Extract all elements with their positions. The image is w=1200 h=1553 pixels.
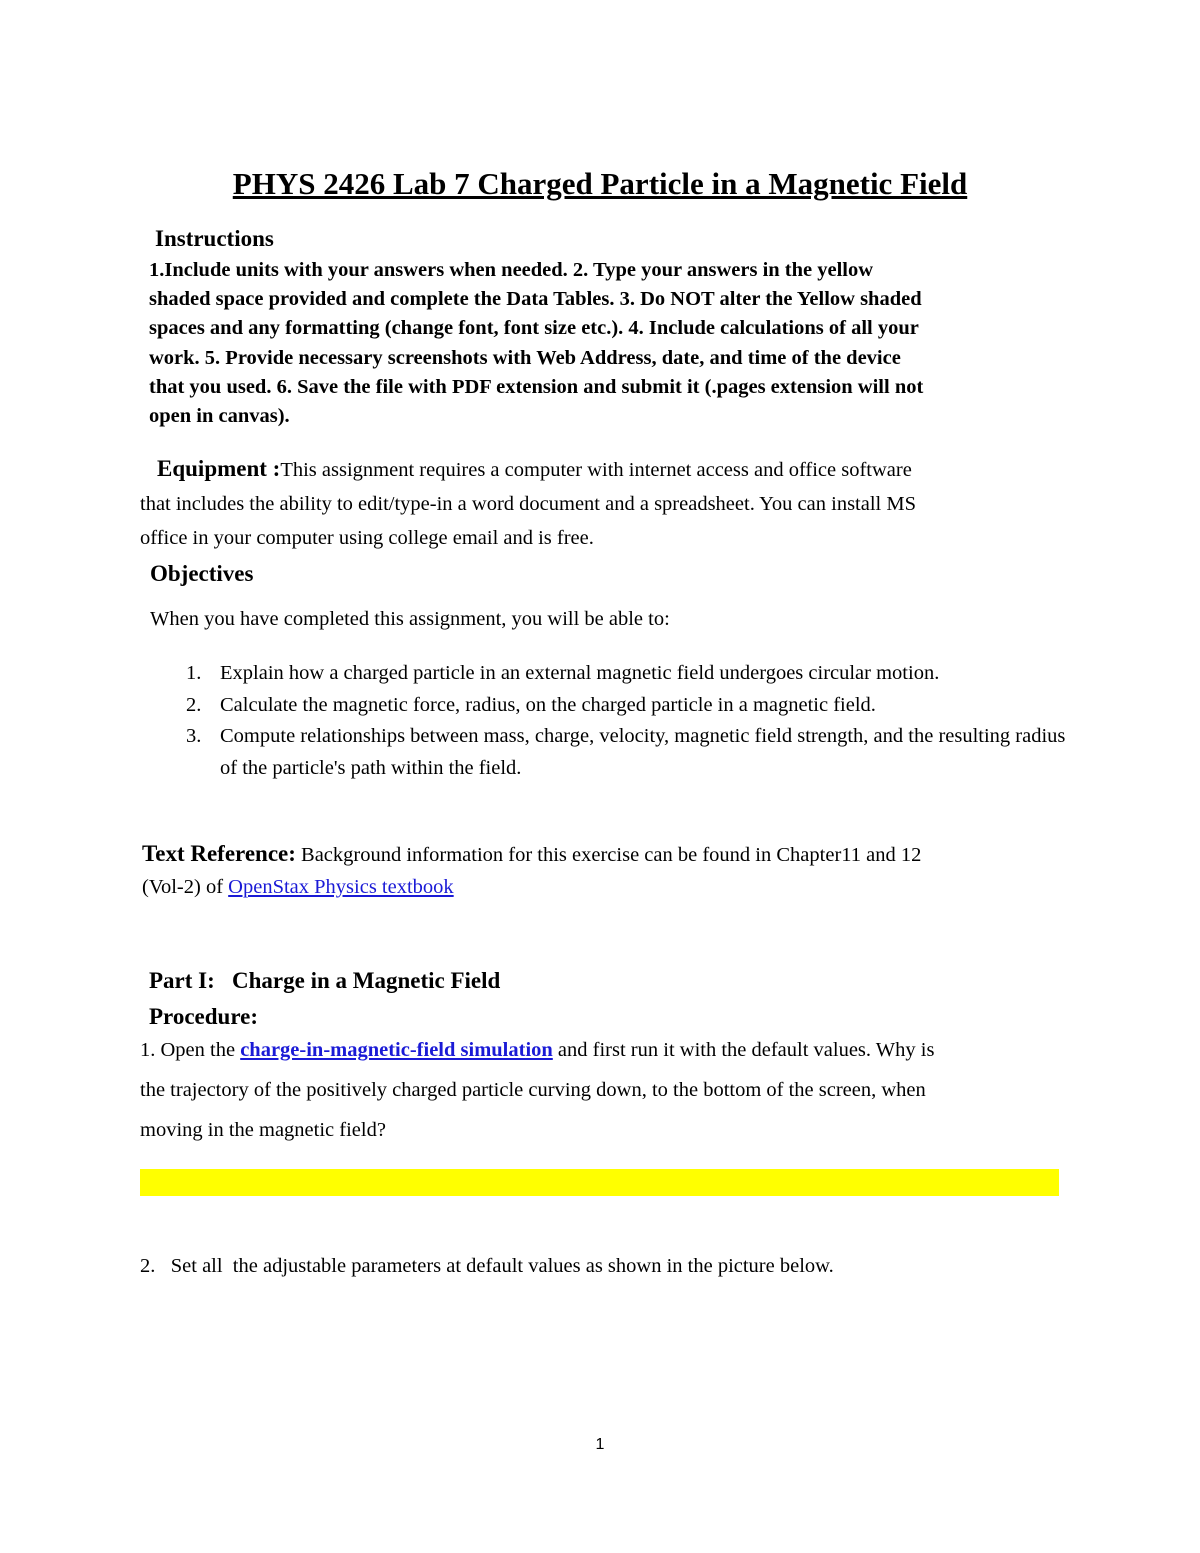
instructions-heading: Instructions [155, 226, 274, 251]
instructions-line: spaces and any formatting (change font, font size etc.). 4. Include calculations of all your [149, 317, 919, 340]
instructions-line: 1.Include units with your answers when needed. 2. Type your answers in the yellow [149, 259, 874, 281]
answer-field[interactable] [140, 1169, 1059, 1196]
step-1-line [140, 1030, 1070, 1070]
text-reference-section [142, 838, 1072, 903]
text-reference-text-2: (Vol-2) of [142, 876, 229, 898]
text-reference-heading: Text Reference: [142, 841, 296, 866]
list-item-number: 2. [186, 693, 202, 716]
step-1-prefix: 1. Open the [140, 1039, 241, 1061]
objectives-intro: When you have completed this assignment, you will be able to: [150, 608, 670, 630]
list-item-text: Calculate the magnetic force, radius, on the charged particle in a magnetic field. [220, 693, 876, 716]
equipment-line: office in your computer using college email and is free. [140, 527, 594, 549]
part1-heading: Part I: Charge in a Magnetic Field [149, 968, 501, 993]
list-item-text: Explain how a charged particle in an external magnetic field undergoes circular motion. [220, 662, 940, 684]
equipment-heading: Equipment : [157, 456, 281, 481]
openstax-textbook-link[interactable]: OpenStax Physics textbook [228, 876, 454, 898]
text-reference-text: Background information for this exercise can be found in Chapter11 and 12 [295, 844, 922, 866]
instructions-line: work. 5. Provide necessary screenshots with Web Address, date, and time of the device [149, 346, 901, 369]
list-item-text: Compute relationships between mass, charge, velocity, magnetic field strength, and the resulting radius of the particle's path within the field. [220, 725, 1066, 779]
instructions-line: that you used. 6. Save the file with PDF extension and submit it (.pages extension will not [149, 375, 924, 398]
procedure-heading: Procedure: [149, 1004, 259, 1029]
list-item-number: 3. [186, 725, 202, 747]
step-1-line: the trajectory of the positively charged particle curving down, to the bottom of the screen, when [140, 1079, 926, 1101]
step-1-suffix: and first run it with the default values. Why is [552, 1039, 935, 1061]
procedure-step-1 [140, 1030, 1070, 1150]
list-item [186, 658, 1066, 690]
list-item [186, 721, 1066, 784]
objectives-heading: Objectives [150, 561, 254, 586]
simulation-link[interactable]: charge-in-magnetic-field simulation [240, 1039, 553, 1061]
procedure-step-2: 2. Set all the adjustable parameters at default values as shown in the picture below. [140, 1255, 834, 1277]
objectives-list [186, 658, 1066, 784]
step-1-line: moving in the magnetic field? [140, 1119, 386, 1141]
instructions-line: open in canvas). [149, 405, 290, 428]
equipment-section [140, 452, 1060, 555]
equipment-text: This assignment requires a computer with internet access and office software [280, 459, 912, 481]
equipment-line [140, 452, 1060, 487]
equipment-line: that includes the ability to edit/type-in a word document and a spreadsheet. You can install MS [140, 493, 916, 515]
list-item [186, 690, 1066, 722]
page-number: 1 [595, 1436, 605, 1453]
instructions-line: shaded space provided and complete the Data Tables. 3. Do NOT alter the Yellow shaded [149, 288, 922, 311]
instructions-body [149, 256, 1069, 431]
page-title: PHYS 2426 Lab 7 Charged Particle in a Magnetic Field [232, 166, 968, 201]
list-item-number: 1. [186, 662, 202, 684]
